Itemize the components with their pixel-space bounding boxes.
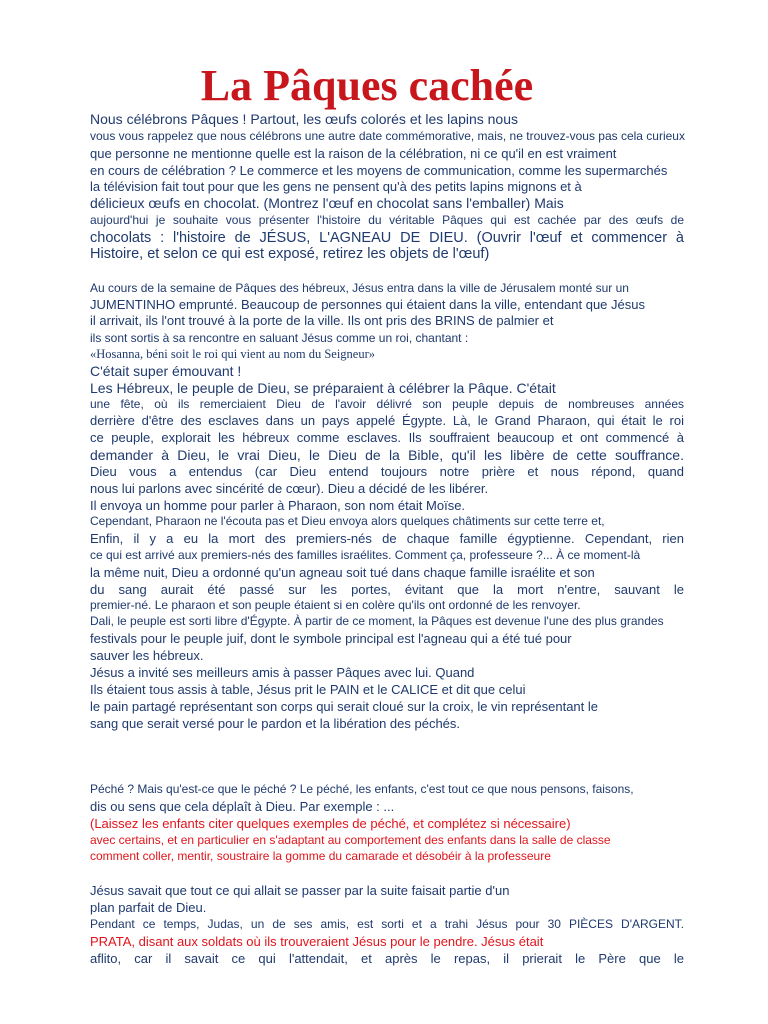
quote-line: «Hosanna, béni soit le roi qui vient au nom du Seigneur» xyxy=(90,347,376,361)
text-line: Dali, le peuple est sorti libre d'Égypte. À partir de ce moment, la Pâques est devenue l'une des plus grandes xyxy=(90,614,664,628)
text-line: Nous célébrons Pâques ! Partout, les œufs colorés et les lapins nous xyxy=(90,111,518,127)
instruction-line: avec certains, et en particulier en s'adaptant au comportement des enfants dans la salle de classe xyxy=(90,833,611,847)
text-line: Histoire, et selon ce qui est exposé, retirez les objets de l'œuf) xyxy=(90,246,490,262)
text-line: sang que serait versé pour le pardon et la libération des péchés. xyxy=(90,716,461,731)
text-line: Cependant, Pharaon ne l'écouta pas et Dieu envoya alors quelques châtiments sur cette terre et, xyxy=(90,514,605,528)
instruction-line: PRATA, disant aux soldats où ils trouveraient Jésus pour le pendre. Jésus était xyxy=(90,934,544,949)
text-line: une fête, où ils remerciaient Dieu de l'avoir délivré son peuple depuis de nombreuses années xyxy=(90,397,684,411)
instruction-line: (Laissez les enfants citer quelques exemples de péché, et complétez si nécessaire) xyxy=(90,816,571,831)
text-line: Au cours de la semaine de Pâques des hébreux, Jésus entra dans la ville de Jérusalem monté sur un xyxy=(90,281,629,295)
text-line: Jésus a invité ses meilleurs amis à passer Pâques avec lui. Quand xyxy=(90,665,475,680)
text-line: ce qui est arrivé aux premiers-nés des familles israélites. Comment ça, professeure ?... À ce moment-là xyxy=(90,548,641,562)
text-line: que personne ne mentionne quelle est la raison de la célébration, ni ce qu'il en est vraiment xyxy=(90,146,617,161)
text-line: JUMENTINHO emprunté. Beaucoup de personnes qui étaient dans la ville, entendant que Jésus xyxy=(90,297,645,312)
text-line: vous vous rappelez que nous célébrons une autre date commémorative, mais, ne trouvez-vous pas cela curieux xyxy=(90,129,685,143)
text-line: Il envoya un homme pour parler à Pharaon, son nom était Moïse. xyxy=(90,498,466,513)
text-line: aflito, car il savait ce qui l'attendait, et après le repas, il prierait le Père que le xyxy=(90,951,684,966)
text-line: demander à Dieu, le vrai Dieu, le Dieu de la Bible, qu'il les libère de cette souffrance. xyxy=(90,447,684,463)
text-line: la même nuit, Dieu a ordonné qu'un agneau soit tué dans chaque famille israélite et son xyxy=(90,565,595,580)
text-line: il arrivait, ils l'ont trouvé à la porte de la ville. Ils ont pris des BRINS de palmier et xyxy=(90,313,554,328)
text-line: Péché ? Mais qu'est-ce que le péché ? Le péché, les enfants, c'est tout ce que nous pensons, faisons, xyxy=(90,782,634,796)
text-line: dis ou sens que cela déplaît à Dieu. Par exemple : ... xyxy=(90,799,395,814)
text-line: du sang aurait été passé sur les portes, évitant que la mort n'entre, sauvant le xyxy=(90,582,684,597)
text-line: sauver les hébreux. xyxy=(90,648,204,663)
page-title: La Pâques cachée xyxy=(200,61,534,110)
text-line: aujourd'hui je souhaite vous présenter l'histoire du véritable Pâques qui est cachée par des œufs de xyxy=(90,213,684,227)
text-line: ce peuple, explorait les hébreux comme esclaves. Ils souffraient beaucoup et ont commencé à xyxy=(90,430,684,445)
text-line: Enfin, il y a eu la mort des premiers-nés de chaque famille égyptienne. Cependant, rien xyxy=(90,531,684,546)
text-line: chocolats : l'histoire de JÉSUS, L'AGNEAU DE DIEU. (Ouvrir l'œuf et commencer à xyxy=(90,230,684,246)
text-line: C'était super émouvant ! xyxy=(90,363,242,379)
text-line: le pain partagé représentant son corps qui serait cloué sur la croix, le vin représentant le xyxy=(90,699,599,714)
text-line: Ils étaient tous assis à table, Jésus prit le PAIN et le CALICE et dit que celui xyxy=(90,682,526,697)
text-line: Les Hébreux, le peuple de Dieu, se préparaient à célébrer la Pâque. C'était xyxy=(90,380,556,396)
text-line: Dieu vous a entendus (car Dieu entend toujours notre prière et nous répond, quand xyxy=(90,464,684,479)
text-line: derrière d'être des esclaves dans un pays appelé Égypte. Là, le Grand Pharaon, qui était le roi xyxy=(90,413,684,428)
text-line: délicieux œufs en chocolat. (Montrez l'œuf en chocolat sans l'emballer) Mais xyxy=(90,195,564,211)
text-line: Jésus savait que tout ce qui allait se passer par la suite faisait partie d'un xyxy=(90,883,510,898)
text-line: nous lui parlons avec sincérité de cœur). Dieu a décidé de les libérer. xyxy=(90,481,489,496)
instruction-line: comment coller, mentir, soustraire la gomme du camarade et désobéir à la professeure xyxy=(90,849,551,863)
text-line: en cours de célébration ? Le commerce et les moyens de communication, comme les supermarchés xyxy=(90,163,668,178)
text-line: ils sont sortis à sa rencontre en saluant Jésus comme un roi, chantant : xyxy=(90,331,469,345)
text-line: plan parfait de Dieu. xyxy=(90,900,207,915)
text-line: festivals pour le peuple juif, dont le symbole principal est l'agneau qui a été tué pour xyxy=(90,631,572,646)
text-line: premier-né. Le pharaon et son peuple étaient si en colère qu'ils ont ordonné de les renvoyer. xyxy=(90,598,581,612)
text-line: Pendant ce temps, Judas, un de ses amis, est sorti et a trahi Jésus pour 30 PIÈCES D'ARGENT. xyxy=(90,917,684,931)
text-line: la télévision fait tout pour que les gens ne pensent qu'à des petits lapins mignons et à xyxy=(90,179,582,194)
